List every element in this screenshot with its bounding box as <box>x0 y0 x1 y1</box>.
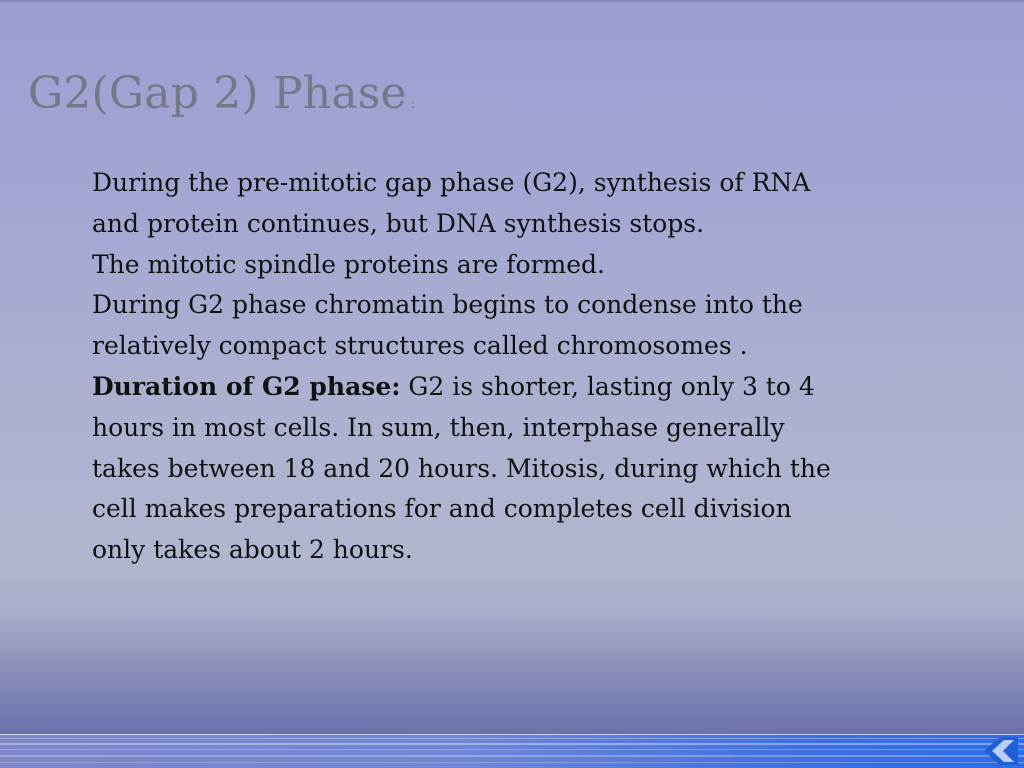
bottom-stripes <box>0 734 1024 768</box>
duration-heading: Duration of G2 phase: <box>92 371 401 401</box>
slide-title-text: G2(Gap 2) Phase <box>28 68 407 119</box>
body-line: relatively compact structures called chromosomes . <box>92 331 748 361</box>
body-line: During G2 phase chromatin begins to condense into the <box>92 290 803 320</box>
body-line: hours in most cells. In sum, then, interphase generally <box>92 412 785 442</box>
duration-text: G2 is shorter, lasting only 3 to 4 <box>400 371 815 401</box>
body-line: only takes about 2 hours. <box>92 535 413 565</box>
back-arrow-icon[interactable] <box>966 736 1018 766</box>
body-line: The mitotic spindle proteins are formed. <box>92 249 606 279</box>
body-line: During the pre-mitotic gap phase (G2), synthesis of RNA <box>92 168 811 197</box>
slide-body <box>92 163 942 571</box>
slide-title <box>28 68 416 119</box>
body-line: cell makes preparations for and completes cell division <box>92 494 792 524</box>
body-line-duration <box>92 367 942 408</box>
body-line: and protein continues, but DNA synthesis stops. <box>92 208 705 238</box>
slide-title-suffix: : <box>410 96 416 112</box>
body-line: takes between 18 and 20 hours. Mitosis, during which the <box>92 453 831 483</box>
